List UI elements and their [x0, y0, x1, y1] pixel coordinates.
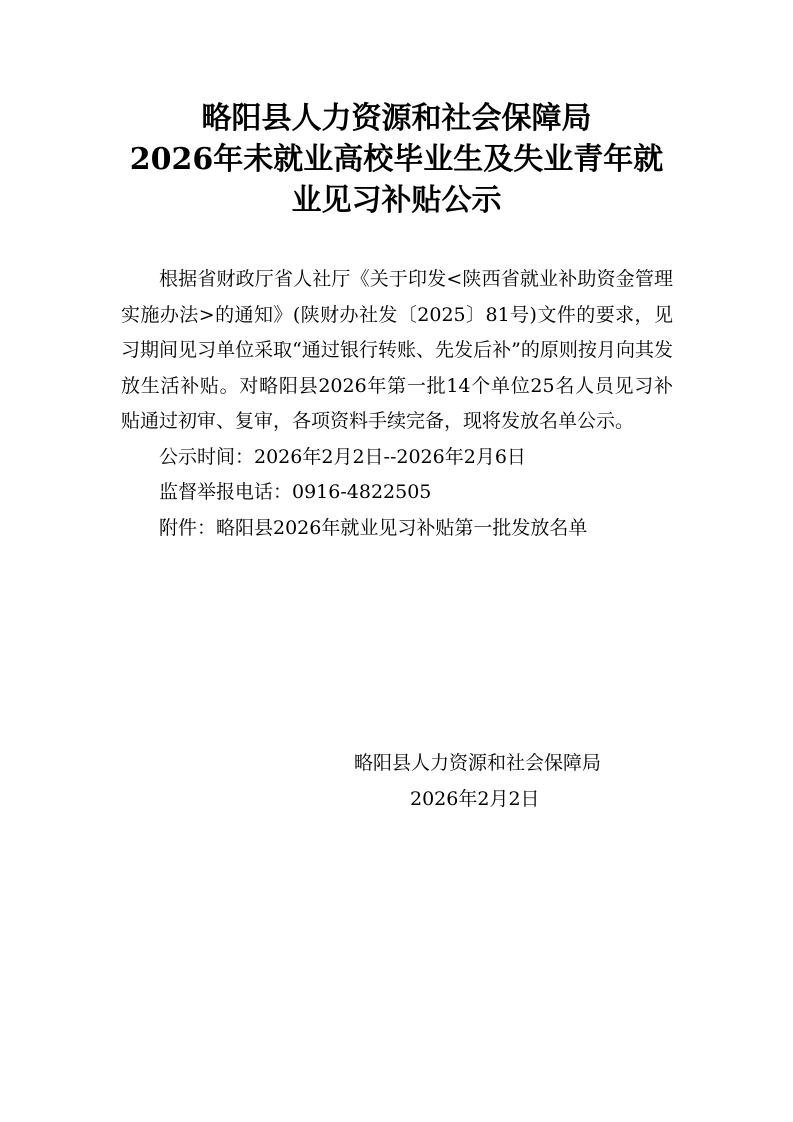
hotline: 监督举报电话：0916-4822505: [159, 481, 432, 503]
signature-date: 2026年2月2日: [410, 788, 540, 810]
attachment-line: 附件：略阳县2026年就业见习补贴第一批发放名单: [159, 516, 588, 539]
main-paragraph: 根据省财政厅省人社厅《关于印发<陕西省就业补助资金管理实施办法>的通知》(陕财办社发〔2025〕81号)文件的要求，见习期间见习单位采取“通过银行转账、先发后补”的原则按月向其发放生活补贴。对略阳县2026年第一批14个单位25名人员见习补贴通过初审、复审，各项资料手续完备，现将发放名单公示。: [121, 268, 673, 432]
document-body: [121, 262, 673, 546]
publicity-period: 公示时间：2026年2月2日--2026年2月6日: [159, 445, 526, 468]
signature-block: [354, 745, 654, 817]
signature-organization: 略阳县人力资源和社会保障局: [354, 752, 602, 774]
title-line-3: 业见习补贴公示: [291, 183, 502, 218]
title-line-1: 略阳县人力资源和社会保障局: [201, 101, 592, 136]
title-line-2: 2026年未就业高校毕业生及失业青年就: [129, 142, 664, 177]
document-title: [0, 98, 793, 221]
